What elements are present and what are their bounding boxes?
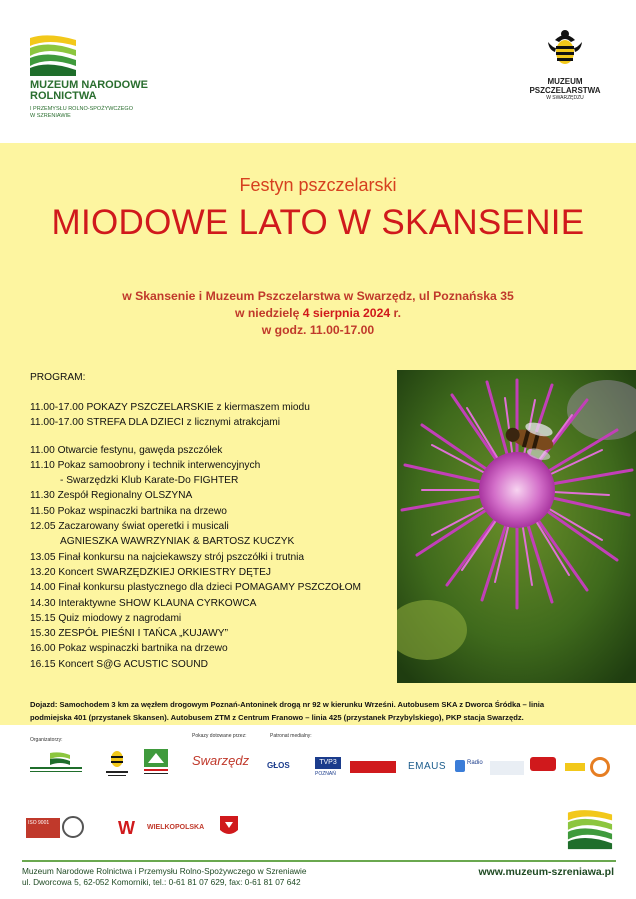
prizes-label: Pokazy dotowane przez: — [192, 733, 247, 739]
event-title: MIODOWE LATO W SKANSENIE — [51, 203, 585, 242]
newspaper-logo — [350, 761, 396, 773]
event-location: w Skansenie i Muzeum Pszczelarstwa w Swarzędz, ul Poznańska 35 — [122, 289, 514, 303]
program-item: 11.30 Zespół Regionalny OLSZYNA — [30, 490, 193, 502]
field-logo-icon — [28, 32, 78, 76]
swarzedz-logo: Swarzędz — [192, 753, 250, 768]
event-date-line: w niedzielę 4 sierpnia 2024 r. — [235, 306, 401, 320]
tvp-sub: POZNAŃ — [315, 771, 336, 777]
bee-icon — [545, 28, 585, 70]
organizers-label: Organizatorzy: — [30, 737, 63, 743]
footer-divider — [22, 860, 616, 862]
media-logo-circle — [590, 757, 610, 777]
program-item: 11.00 Otwarcie festynu, gawęda pszczółek — [30, 444, 223, 456]
wielkopolska-symbol-icon: W — [118, 818, 135, 838]
tvp-logo: TVP3 — [315, 757, 341, 769]
certificate-seal-icon — [62, 816, 84, 838]
program-item: 14.30 Interaktywne SHOW KLAUNA CYRKOWCA — [30, 597, 257, 609]
footer-address: Muzeum Narodowe Rolnictwa i Przemysłu Rolno-Spożywczego w Szreniawie ul. Dworcowa 5, 62-052 Komorniki, tel.: 0-61 81 07 629, fax: 0-61 81 07 642 — [22, 866, 307, 887]
program-item: 11.10 Pokaz samoobrony i technik interwencyjnych — [30, 459, 261, 471]
wielkopolska-logo: WIELKOPOLSKA — [147, 824, 205, 831]
program-item: - Swarzędzki Klub Karate-Do FIGHTER — [60, 475, 239, 487]
bee-museum-name: MUZEUM PSZCZELARSTWA — [529, 77, 601, 95]
program-item: 16.00 Pokaz wspinaczki bartnika na drzewo — [30, 643, 228, 655]
glos-logo: GŁOS — [267, 761, 290, 770]
program-item: 11.00-17.00 STREFA DLA DZIECI z licznymi atrakcjami — [30, 417, 281, 429]
directions-text: Dojazd: Samochodem 3 km za węzłem drogowym Poznań-Antoninek drogą nr 92 w kierunku Wrześni. Autobusem SKA z Dworca Śródka – linia podmiejska 401 (przystanek Skansen). Autobusem ZTM z Centrum Franowo – linia 425 (przystanek Przybylskiego), PKP stacja Swarzędz. — [30, 700, 545, 722]
media-logo — [490, 761, 524, 775]
website-link[interactable]: www.muzeum-szreniawa.pl — [478, 866, 614, 878]
program-item: 15.15 Quiz miodowy z nagrodami — [30, 612, 182, 624]
media-logo-red — [530, 757, 556, 771]
event-date: 4 sierpnia 2024 — [302, 306, 391, 320]
event-details — [0, 288, 636, 339]
media-logo-yellow — [565, 763, 585, 771]
museum-subname: I PRZEMYSŁU ROLNO-SPOŻYWCZEGO W SZRENIAWIE — [30, 106, 133, 119]
radio-icon — [455, 760, 465, 772]
program-item: 15.30 ZESPÓŁ PIEŚNI I TAŃCA „KUJAWY” — [30, 628, 228, 640]
program-item: 12.05 Zaczarowany świat operetki i musicali — [30, 521, 229, 533]
emaus-logo: EMAUS — [408, 761, 447, 772]
bee-museum-sub: W SWARZĘDZU — [546, 95, 584, 101]
header — [0, 0, 636, 143]
bottom-logos-row — [0, 812, 636, 858]
flower-bee-photo — [397, 370, 636, 683]
program-item: 13.20 Koncert SWARZĘDZKIEJ ORKIESTRY DĘTEJ — [30, 566, 271, 578]
program-item: AGNIESZKA WAWRZYNIAK & BARTOSZ KUCZYK — [60, 536, 295, 548]
program-item: 11.50 Pokaz wspinaczki bartnika na drzewo — [30, 505, 227, 517]
org-logo-museum-icon — [30, 751, 82, 777]
bee-museum-logo — [520, 28, 610, 101]
radio-logo: Radio — [467, 760, 483, 766]
media-label: Patronat medialny: — [270, 733, 312, 739]
program-item: 16.15 Koncert S@G ACUSTIC SOUND — [30, 658, 208, 670]
program-header: PROGRAM: — [30, 372, 86, 383]
sponsors-row — [0, 727, 636, 812]
event-subtitle: Festyn pszczelarski — [239, 175, 397, 195]
program-item: 14.00 Finał konkursu plastycznego dla dzieci POMAGAMY PSZCZOŁOM — [30, 582, 362, 594]
field-logo-small-icon — [566, 806, 614, 850]
museum-logo-left — [28, 32, 148, 119]
museum-name: MUZEUM NARODOWE ROLNICTWA — [30, 79, 148, 102]
program-item: 11.00-17.00 POKAZY PSZCZELARSKIE z kiermaszem miodu — [30, 402, 310, 413]
event-hours: w godz. 11.00-17.00 — [261, 323, 375, 337]
program-list — [30, 372, 370, 672]
org-logo-bee-icon — [102, 747, 132, 779]
flower-photo-image — [397, 370, 636, 683]
program-item: 13.05 Finał konkursu na najciekawszy strój pszczółki i trutnia — [30, 551, 305, 563]
coat-of-arms-icon — [220, 816, 238, 838]
org-logo-skansen-icon — [144, 749, 168, 777]
iso-logo: ISO 9001 — [26, 818, 60, 838]
